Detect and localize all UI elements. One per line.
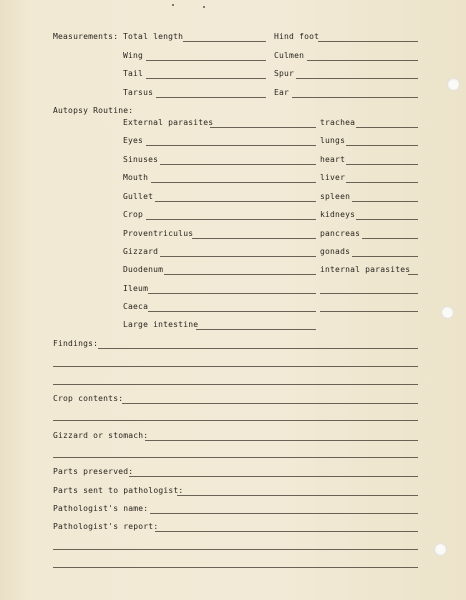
parts-sent-label: Parts sent to pathologist:: [53, 486, 184, 495]
gizzard-label: Gizzard: [123, 247, 159, 256]
eyes-field[interactable]: [146, 145, 316, 146]
gizzard-stomach-field[interactable]: [145, 440, 418, 441]
tail-field[interactable]: [146, 78, 266, 79]
eyes-label: Eyes: [123, 136, 144, 145]
kidneys-label: kidneys: [320, 210, 356, 219]
autopsy-heading: Autopsy Routine:: [53, 106, 134, 115]
parts-preserved-label: Parts preserved:: [53, 467, 134, 476]
punch-hole: [434, 543, 447, 556]
culmen-label: Culmen: [274, 51, 305, 60]
gonads-label: gonads: [320, 247, 351, 256]
ink-dot: [203, 6, 205, 8]
spur-label: Spur: [274, 69, 295, 78]
punch-hole: [441, 306, 454, 319]
hind-foot-label: Hind foot: [274, 32, 320, 41]
heart-label: heart: [320, 155, 346, 164]
spleen-label: spleen: [320, 192, 351, 201]
culmen-field[interactable]: [307, 60, 418, 61]
mouth-label: Mouth: [123, 173, 149, 182]
tarsus-label: Tarsus: [123, 88, 154, 97]
ear-field[interactable]: [292, 97, 418, 98]
ileum-label: Ileum: [123, 284, 149, 293]
duodenum-label: Duodenum: [123, 265, 164, 274]
hind-foot-field[interactable]: [318, 41, 418, 42]
gizzard-field[interactable]: [160, 256, 316, 257]
spur-field[interactable]: [296, 78, 418, 79]
caeca-label: Caeca: [123, 302, 149, 311]
findings-field[interactable]: [98, 348, 418, 349]
ileum-field[interactable]: [148, 293, 316, 294]
pathologist-report-field-2[interactable]: [53, 549, 418, 550]
total-length-label: Total length: [123, 32, 184, 41]
measurements-heading: Measurements:: [53, 32, 119, 41]
lungs-field[interactable]: [346, 145, 418, 146]
caeca-field[interactable]: [148, 311, 316, 312]
total-length-field[interactable]: [183, 41, 266, 42]
parts-preserved-field[interactable]: [129, 476, 418, 477]
tarsus-field[interactable]: [156, 97, 266, 98]
crop-field[interactable]: [146, 219, 316, 220]
gullet-field[interactable]: [155, 201, 316, 202]
trachea-field[interactable]: [356, 127, 418, 128]
crop-contents-field[interactable]: [122, 403, 418, 404]
large-intestine-label: Large intestine: [123, 320, 199, 329]
internal-parasites-field-2[interactable]: [320, 293, 418, 294]
duodenum-field[interactable]: [164, 274, 316, 275]
gizzard-stomach-label: Gizzard or stomach:: [53, 431, 149, 440]
wing-label: Wing: [123, 51, 144, 60]
large-intestine-field[interactable]: [196, 329, 316, 330]
gonads-field[interactable]: [352, 256, 418, 257]
findings-field-3[interactable]: [53, 384, 418, 385]
proventriculus-label: Proventriculus: [123, 229, 194, 238]
trachea-label: trachea: [320, 118, 356, 127]
spleen-field[interactable]: [352, 201, 418, 202]
crop-label: Crop: [123, 210, 144, 219]
tail-label: Tail: [123, 69, 144, 78]
external-parasites-field[interactable]: [210, 127, 316, 128]
pathologist-name-field[interactable]: [150, 513, 418, 514]
pathologist-report-label: Pathologist's report:: [53, 522, 159, 531]
crop-contents-field-2[interactable]: [53, 420, 418, 421]
pathologist-name-label: Pathologist's name:: [53, 504, 149, 513]
gizzard-stomach-field-2[interactable]: [53, 457, 418, 458]
pathologist-report-field-3[interactable]: [53, 567, 418, 568]
sinuses-label: Sinuses: [123, 155, 159, 164]
internal-parasites-label: internal parasites: [320, 265, 411, 274]
heart-field[interactable]: [346, 164, 418, 165]
findings-label: Findings:: [53, 339, 99, 348]
ink-dot: [172, 4, 174, 6]
gullet-label: Gullet: [123, 192, 154, 201]
liver-label: liver: [320, 173, 346, 182]
liver-field[interactable]: [346, 182, 418, 183]
pathologist-report-field[interactable]: [155, 531, 418, 532]
internal-parasites-field[interactable]: [408, 274, 418, 275]
findings-field-2[interactable]: [53, 366, 418, 367]
parts-sent-field[interactable]: [177, 495, 418, 496]
punch-hole: [447, 78, 460, 91]
external-parasites-label: External parasites: [123, 118, 214, 127]
ear-label: Ear: [274, 88, 290, 97]
pancreas-label: pancreas: [320, 229, 361, 238]
crop-contents-label: Crop contents:: [53, 394, 124, 403]
pancreas-field[interactable]: [362, 238, 418, 239]
internal-parasites-field-3[interactable]: [320, 311, 418, 312]
wing-field[interactable]: [146, 60, 266, 61]
proventriculus-field[interactable]: [192, 238, 316, 239]
sinuses-field[interactable]: [160, 164, 316, 165]
lungs-label: lungs: [320, 136, 346, 145]
kidneys-field[interactable]: [356, 219, 418, 220]
mouth-field[interactable]: [151, 182, 316, 183]
